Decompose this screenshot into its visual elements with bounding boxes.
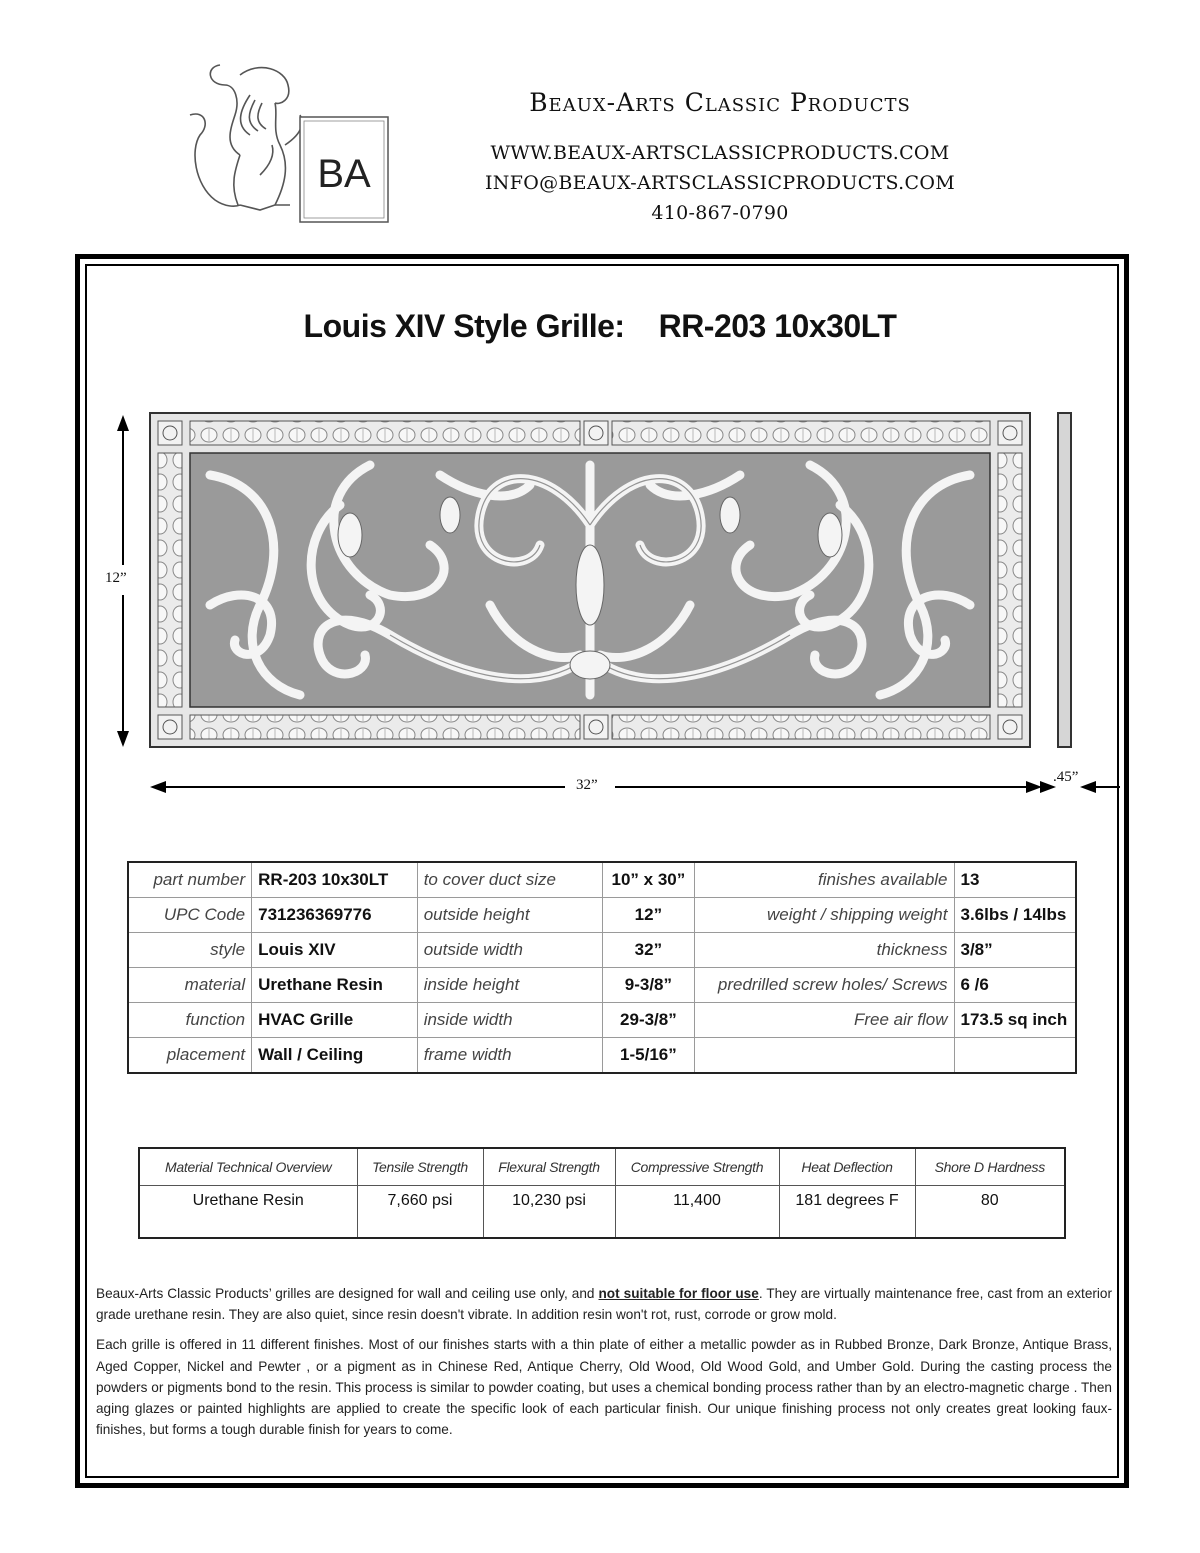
spec-row (128, 933, 1076, 968)
spec-row (128, 898, 1076, 933)
material-value: 11,400 (615, 1186, 779, 1239)
company-header (440, 88, 1000, 228)
spec-label: thickness (694, 933, 954, 968)
spec-value: 731236369776 (252, 898, 418, 933)
material-column-header: Shore D Hardness (915, 1148, 1065, 1186)
spec-label: function (128, 1003, 252, 1038)
spec-value: 29-3/8” (602, 1003, 694, 1038)
spec-value: 173.5 sq inch (954, 1003, 1076, 1038)
page-title (0, 308, 1200, 345)
spec-row (128, 1038, 1076, 1074)
spec-value: 10” x 30” (602, 862, 694, 898)
title-model: RR-203 10x30LT (658, 308, 897, 344)
material-value: 10,230 psi (483, 1186, 615, 1239)
company-phone: 410-867-0790 (651, 202, 789, 224)
spec-value: 13 (954, 862, 1076, 898)
company-name: Beaux-Arts Classic Products (529, 88, 911, 117)
material-table-row (139, 1186, 1065, 1239)
spec-value: 6 /6 (954, 968, 1076, 1003)
material-column-header: Heat Deflection (779, 1148, 915, 1186)
company-email-link[interactable]: INFO@BEAUX-ARTSCLASSICPRODUCTS.COM (485, 172, 955, 194)
spec-value: Wall / Ceiling (252, 1038, 418, 1074)
grille-drawing (105, 405, 1120, 805)
spec-value: Urethane Resin (252, 968, 418, 1003)
material-column-header: Tensile Strength (357, 1148, 483, 1186)
spec-value: 12” (602, 898, 694, 933)
spec-value: RR-203 10x30LT (252, 862, 418, 898)
spec-label: to cover duct size (417, 862, 602, 898)
spec-label (694, 1038, 954, 1074)
spec-value: HVAC Grille (252, 1003, 418, 1038)
thickness-dimension-arrow (1040, 781, 1120, 793)
spec-label: frame width (417, 1038, 602, 1074)
spec-label: inside width (417, 1003, 602, 1038)
thickness-dimension-label: .45” (1053, 769, 1079, 785)
material-column-header: Compressive Strength (615, 1148, 779, 1186)
spec-value: Louis XIV (252, 933, 418, 968)
company-logo (180, 55, 390, 230)
griffin-logo-icon (180, 55, 390, 230)
material-table-header-row (139, 1148, 1065, 1186)
product-description (96, 1283, 1112, 1449)
material-value: Urethane Resin (139, 1186, 357, 1239)
material-technical-table (138, 1147, 1066, 1239)
material-value: 181 degrees F (779, 1186, 915, 1239)
spec-label: placement (128, 1038, 252, 1074)
spec-value: 3.6lbs / 14lbs (954, 898, 1076, 933)
spec-label: style (128, 933, 252, 968)
spec-label: weight / shipping weight (694, 898, 954, 933)
logo-monogram: BA (317, 152, 371, 196)
paragraph-usage: Beaux-Arts Classic Products’ grilles are designed for wall and ceiling use only, and not suitable for floor use. They are virtually maintenance free, cast from an exterior grade urethane resin. They are also quiet, since resin doesn't vibrate. In addition resin won't rot, rust, corrode or grow mold. (96, 1286, 1113, 1323)
spec-value: 9-3/8” (602, 968, 694, 1003)
spec-label: UPC Code (128, 898, 252, 933)
grille-image (150, 413, 1071, 747)
spec-row (128, 862, 1076, 898)
spec-label: finishes available (694, 862, 954, 898)
spec-row (128, 1003, 1076, 1038)
material-column-header: Flexural Strength (483, 1148, 615, 1186)
spec-label: predrilled screw holes/ Screws (694, 968, 954, 1003)
spec-label: outside height (417, 898, 602, 933)
company-website-link[interactable]: WWW.BEAUX-ARTSCLASSICPRODUCTS.COM (490, 142, 950, 164)
spec-label: part number (128, 862, 252, 898)
spec-value: 32” (602, 933, 694, 968)
grille-side-profile (1058, 413, 1071, 747)
spec-value: 1-5/16” (602, 1038, 694, 1074)
specifications-table (127, 861, 1077, 1074)
width-dimension-label: 32” (573, 777, 601, 794)
material-value: 80 (915, 1186, 1065, 1239)
spec-value: 3/8” (954, 933, 1076, 968)
title-style: Louis XIV Style Grille: (303, 308, 625, 344)
spec-value (954, 1038, 1076, 1074)
spec-label: outside width (417, 933, 602, 968)
height-dimension-label: 12” (102, 570, 130, 587)
floor-use-warning: not suitable for floor use (598, 1286, 759, 1301)
spec-label: Free air flow (694, 1003, 954, 1038)
material-value: 7,660 psi (357, 1186, 483, 1239)
spec-row (128, 968, 1076, 1003)
spec-label: material (128, 968, 252, 1003)
paragraph-finishes: Each grille is offered in 11 different finishes. Most of our finishes starts with a thin plate of either a metallic powder as in Rubbed Bronze, Dark Bronze, Antique Brass, Aged Copper, Nickel and Pewter , or a pigment as in Chinese Red, Antique Cherry, Old Wood, Old Wood Gold, and Umber Gold. During the casting process the powders or pigments bond to the resin. This process is similar to powder coating, but uses a chemical bonding process rather than by an electro-magnetic charge . Then aging glazes or painted highlights are applied to create the specific look of each particular finish. Our unique finishing process not only creates great looking faux-finishes, but forms a tough durable finish for years to come. (96, 1337, 1112, 1438)
material-column-header: Material Technical Overview (139, 1148, 357, 1186)
spec-label: inside height (417, 968, 602, 1003)
